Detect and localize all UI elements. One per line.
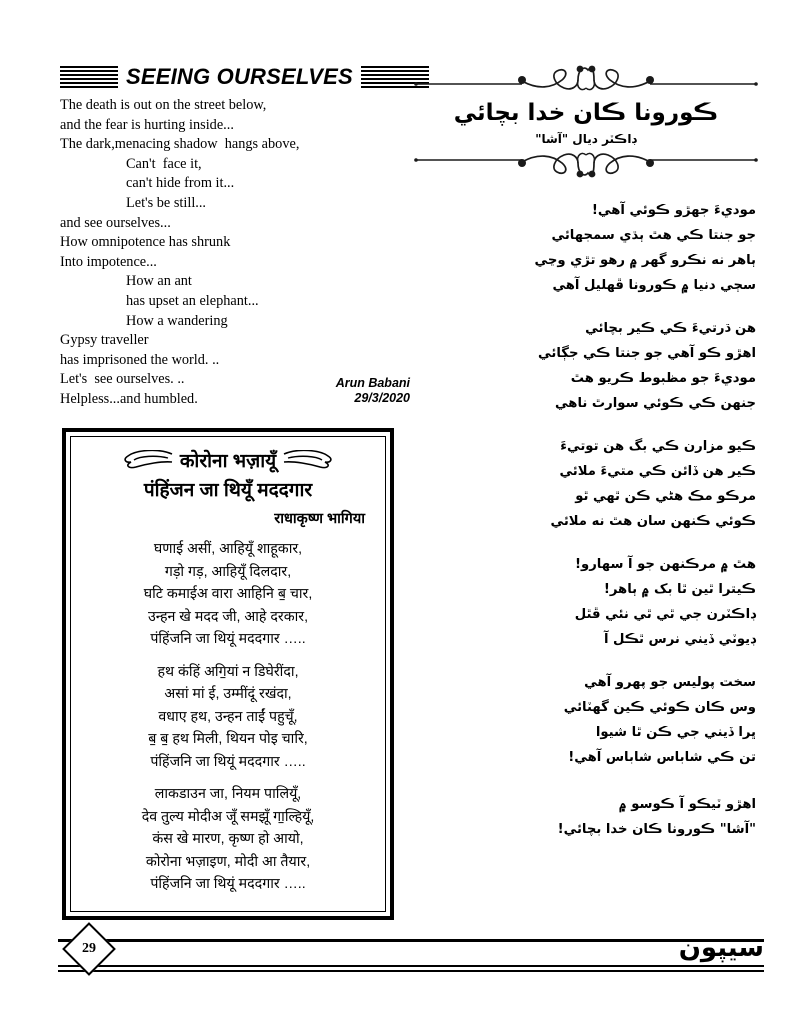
sindhi-poem-title: ڪورونا ڪان خدا بچائي: [453, 100, 719, 126]
devanagari-line: देव तुल्य मोदीअ जूँ समझूँ गा॒ल्हियूँ,: [141, 808, 315, 825]
devanagari-line: घणाई असीं, आहियूँ शाहूकार,: [153, 541, 303, 557]
footer-rule-bottom-2: [58, 970, 764, 972]
footer-rule-top: [58, 939, 764, 942]
sindhi-line: سخت پوليس جو پهرو آهي: [584, 675, 756, 690]
english-poem-line: How an ant: [126, 273, 192, 290]
sindhi-line: مرڪو مڪ هڻي ڪن ٿهي ٿو: [575, 489, 756, 504]
devanagari-line: पंहिंजनि जा थियूं मददगार …..: [150, 753, 306, 770]
right-column: [412, 62, 760, 842]
swirl-ornament-right-icon: [282, 450, 334, 470]
english-poem-date: 29/3/2020: [354, 390, 410, 405]
english-poem-author: Arun Babani: [335, 375, 410, 390]
swirl-ornament-left-icon: [122, 450, 174, 470]
devanagari-line: कंस खे मारण, कृष्ण हो आयो,: [152, 831, 304, 847]
magazine-name: سيپون: [678, 933, 764, 963]
sindhi-stanza: [412, 316, 760, 416]
sindhi-line: موديءَ جهڙو ڪوئي آهي!: [591, 203, 756, 218]
english-poem-line: and see ourselves...: [60, 214, 171, 231]
devanagari-line: ब॒ ब॒ हथ मिली, थियन पोइ चारि,: [148, 731, 308, 747]
devanagari-poem-title-line2: पंहिंजन जा थियूँ मददगार: [143, 480, 313, 501]
devanagari-line: हथ कंहिं अगि॒यां न डिघेरींदा,: [157, 663, 299, 680]
devanagari-stanza: [81, 538, 375, 651]
page-number: 29: [82, 941, 96, 956]
sindhi-line: اهڙو ڪو آهي جو جنتا ڪي جڳائي: [538, 346, 756, 361]
sindhi-line: ڪوئي ڪنهن سان هٿ نه ملائي: [550, 514, 756, 529]
english-poem-line: How omnipotence has shrunk: [60, 234, 231, 251]
sindhi-line: ڪيو مزارن ڪي بگ هن توتيءَ: [560, 439, 756, 454]
sindhi-closing-couplet: [412, 792, 760, 842]
sindhi-line: اهڙو ٽيڪو آ ڪوسو ۾: [618, 797, 756, 812]
sindhi-stanza: [412, 198, 760, 298]
page-footer: [58, 933, 764, 978]
flourish-ornament-top-icon: [412, 62, 760, 96]
english-poem-line: can't hide from it...: [126, 175, 235, 192]
english-poem-line: Can't face it,: [126, 155, 202, 172]
devanagari-line: उन्हन खे मदद जी, आहे दरकार,: [147, 608, 309, 625]
devanagari-line: असां मां ई, उम्मींदूं रखंदा,: [164, 686, 292, 702]
devanagari-stanza: [81, 661, 375, 774]
devanagari-line: पंहिंजनि जा थियूं मददगार …..: [150, 876, 306, 892]
sindhi-line: سڄي دنيا ۾ ڪورونا ڦهليل آهي: [552, 278, 756, 293]
devanagari-line: लाकडाउन जा, नियम पालियूँ,: [154, 786, 302, 802]
english-poem-line: How a wandering: [126, 312, 228, 329]
sindhi-line: ٻاهر نه نڪرو گهر ۾ رهو تڙي وڃي: [534, 253, 756, 268]
devanagari-stanza: [81, 783, 375, 896]
flourish-ornament-bottom-icon: [412, 146, 760, 180]
devanagari-poem-title-line1: कोरोना भज़ायूँ: [179, 451, 277, 472]
english-poem-line: Let's see ourselves. ..: [60, 371, 185, 388]
sindhi-stanza: [412, 670, 760, 770]
english-poem-line: The dark,menacing shadow hangs above,: [60, 136, 300, 153]
english-poem-body: [60, 96, 410, 410]
english-poem-line: has upset an elephant...: [126, 292, 259, 309]
left-column: [60, 62, 410, 410]
english-poem-line: Helpless...and humbled.: [60, 390, 198, 407]
sindhi-poem-author: ڊاڪٽر ديال "آشا": [535, 132, 637, 146]
english-poem-line: has imprisoned the world. ..: [60, 351, 220, 368]
sindhi-line: ڊيوٽي ڏيني نرس ٿڪل آ: [603, 632, 756, 647]
sindhi-line: ڪير هن ڏائن ڪي متيءَ ملائي: [559, 464, 756, 479]
sindhi-line: جنهن ڪي ڪوئي سوارٿ ناهي: [554, 396, 756, 411]
devanagari-line: वधाए हथ, उन्हन ताईं पहुचूँ,: [158, 708, 298, 725]
sindhi-line: موديءَ جو مظبوط ڪريو هٿ: [570, 371, 756, 386]
devanagari-line: घटि कमाईअ वारा आहिनि ब॒ चार,: [143, 586, 313, 602]
sindhi-line: وس ڪان ڪوئي ڪين گهٽائي: [563, 700, 756, 715]
devanagari-line: कोरोना भज़ाइण, मोदी आ तैयार,: [145, 853, 311, 870]
sindhi-line: ڪيترا ٿين ٿا بک ۾ ٻاهر!: [603, 582, 756, 597]
english-poem-line: Gypsy traveller: [60, 332, 149, 349]
devanagari-title-row: [81, 447, 375, 473]
sindhi-stanza: [412, 552, 760, 652]
english-poem-line: and the fear is hurting inside...: [60, 116, 234, 133]
devanagari-line: गड़ो गड़, आहियूँ दिलदार,: [164, 563, 292, 580]
sindhi-line: ڀرا ڏيني جي ڪن ٿا شيوا: [595, 725, 756, 740]
devanagari-poem-box-inner: [70, 436, 386, 912]
sindhi-line: هٿ ۾ مرڪنهن جو آ سهارو!: [575, 557, 756, 572]
english-poem-line: Into impotence...: [60, 253, 157, 270]
sindhi-line: تن ڪي شاباس شاباس آهي!: [568, 750, 756, 765]
devanagari-line: पंहिंजनि जा थियूं मददगार …..: [150, 631, 306, 647]
sindhi-stanza: [412, 434, 760, 534]
devanagari-poem-box: [62, 428, 394, 920]
english-poem-line: Let's be still...: [126, 194, 207, 211]
sindhi-line: جو جنتا ڪي هٿ ٻڌي سمجهائي: [551, 228, 756, 243]
sindhi-line: هن ڌرتيءَ ڪي ڪير بچائي: [585, 321, 756, 336]
devanagari-poem-author: राधाकृष्ण भागिया: [274, 511, 365, 527]
footer-rule-bottom-1: [58, 965, 764, 967]
sindhi-line: "آشا" ڪورونا ڪان خدا بچائي!: [557, 822, 756, 837]
stripe-ornament-left-icon: [60, 66, 118, 88]
english-poem-line: The death is out on the street below,: [60, 97, 267, 113]
sindhi-line: ڊاڪٽرن جي ٿي ٿي نئي ڦٿل: [574, 607, 756, 622]
english-poem-title: SEEING OURSELVES: [126, 64, 353, 89]
english-poem-header: [60, 62, 410, 92]
